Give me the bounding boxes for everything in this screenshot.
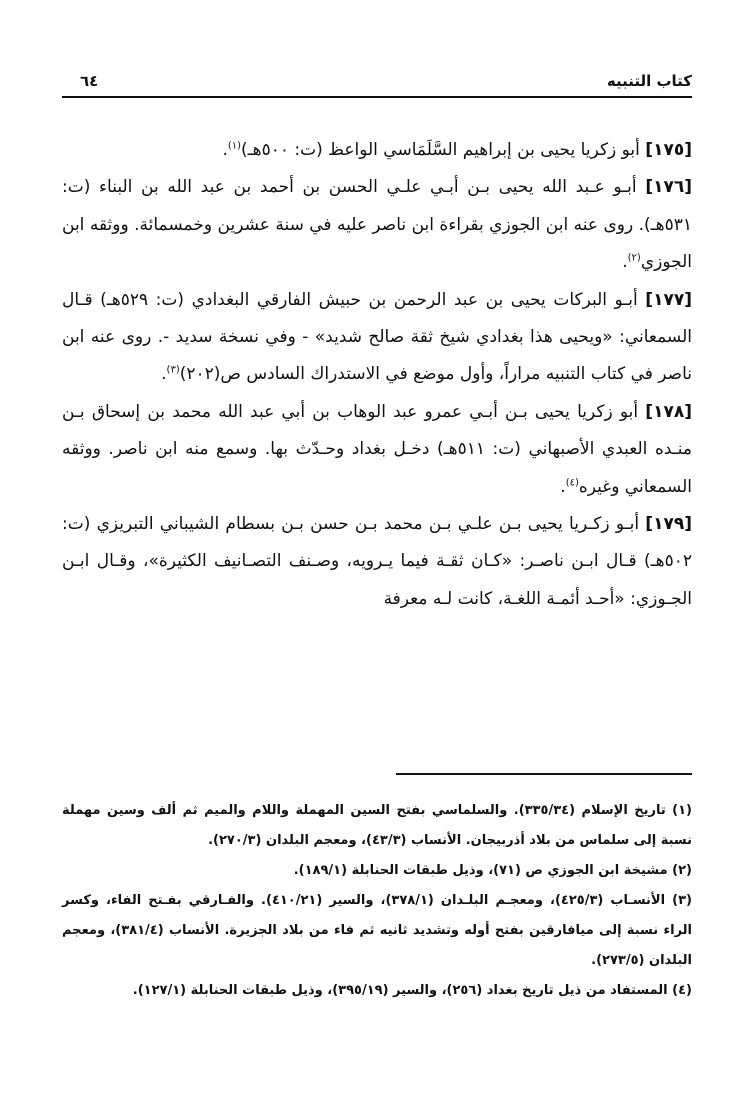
entry-number: [١٧٨]	[645, 401, 692, 422]
entry-text: أبـو عـبد الله يحيى بـن أبـي علـي الحسن بن أحمد بن عبد الله بن البناء (ت: ٥٣١هـ). روى عنه ابن الجوزي بقراءة ابن ناصر عليه في سنة عشرين وخمسمائة. ووثقه ابن الجوزي	[62, 177, 692, 273]
running-title: كتاب التنبيه	[606, 72, 692, 90]
biography-entry: [١٧٦] أبـو عـبد الله يحيى بـن أبـي علـي الحسن بن أحمد بن عبد الله بن البناء (ت: ٥٣١هـ). روى عنه ابن الجوزي بقراءة ابن ناصر عليه في سنة عشرين وخمسمائة. ووثقه ابن الجوزي$^{(٢)}$.	[62, 177, 693, 273]
footnote-ref: (١)	[227, 140, 242, 152]
page-header	[62, 66, 692, 98]
entry-text: أبـو زكـريا يحيى بـن علـي بـن محمد بـن حسن بـن بسطام الشيباني التبريزي (ت: ٥٠٢هـ) قـال ابـن ناصـر: «كـان ثقـة فيما يـرويه، وصـنف التصـانيف الكثيرة»، وقـال ابـن الجـوزي: «أحـد أئمـة اللغـة، كانت لـه معرفة	[62, 514, 692, 609]
footnote: (٤) المستفاد من ذيل تاريخ بغداد (٢٥٦)، والسير (٣٩٥/١٩)، وذيل طبقات الحنابلة (١٢٧/١).	[132, 983, 692, 998]
entry-text: أبو زكريا يحيى بن إبراهيم السَّلَمَاسي الواعظ (ت: ٥٠٠هـ)	[241, 140, 640, 160]
main-text	[62, 132, 692, 618]
entry-number: [١٧٥]	[645, 140, 692, 160]
footnote-ref: (٤)	[565, 477, 579, 488]
entry-number: [١٧٩]	[645, 514, 692, 535]
biography-entry: [١٧٧] أبـو البركات يحيى بن عبد الرحمن بن حبيش الفارقي البغدادي (ت: ٥٢٩هـ) قـال السمعاني: «ويحيى هذا بغدادي شيخ ثقة صالح شديد» - وفي نسخة سديد -. روى عنه ابن ناصر في كتاب التنبيه مراراً، وأول موضع في الاستدراك السادس ص(٢٠٢)$^{(٣)}$.	[62, 289, 692, 385]
biography-entry	[62, 506, 692, 618]
footnote-separator	[396, 773, 692, 775]
footnote-ref: (٣)	[166, 364, 180, 376]
entry-number: [١٧٧]	[645, 289, 692, 310]
book-page	[62, 66, 692, 1066]
footnotes	[62, 796, 692, 1006]
entry-text: أبو زكريا يحيى بـن أبـي عمرو عبد الوهاب بن أبي عبد الله محمد بن إسحاق بـن منـده العبدي الأصبهاني (ت: ٥١١هـ) دخـل بغداد وحـدّث بها. وسمع منه ابن ناصر. ووثقه السمعاني وغيره	[62, 401, 692, 497]
entry-text: أبـو البركات يحيى بن عبد الرحمن بن حبيش الفارقي البغدادي (ت: ٥٢٩هـ) قـال السمعاني: «ويحيى هذا بغدادي شيخ ثقة صالح شديد» - وفي نسخة سديد -. روى عنه ابن ناصر في كتاب التنبيه مراراً، وأول موضع في الاستدراك السادس ص(٢٠٢)	[62, 289, 692, 385]
biography-entry: [١٧٥] أبو زكريا يحيى بن إبراهيم السَّلَمَاسي الواعظ (ت: ٥٠٠هـ)$^{(١)}$.	[222, 140, 692, 160]
footnote: (٣) الأنسـاب (٤٢٥/٣)، ومعجـم البلـدان (٣٧٨/١)، والسير (٤١٠/٢١). والفـارقي بفـتح الفاء، وكسر الراء نسبة إلى ميافارقين بفتح أوله وتشديد ثانيه ثم فاء من بلاد الجزيرة. الأنساب (٣٨١/٤)، ومعجم البلدان (٢٧٣/٥).	[62, 893, 693, 968]
footnote: (٢) مشيخة ابن الجوزي ص (٧١)، وذيل طبقات الحنابلة (١٨٩/١).	[293, 863, 692, 878]
biography-entry: [١٧٨] أبو زكريا يحيى بـن أبـي عمرو عبد الوهاب بن أبي عبد الله محمد بن إسحاق بـن منـده العبدي الأصبهاني (ت: ٥١١هـ) دخـل بغداد وحـدّث بها. وسمع منه ابن ناصر. ووثقه السمعاني وغيره$^{(٤)}$.	[62, 401, 692, 497]
entry-number: [١٧٦]	[645, 177, 693, 198]
page-number: ٦٤	[80, 72, 99, 90]
footnote: (١) تاريخ الإسلام (٣٣٥/٣٤). والسلماسي بفتح السين المهملة واللام والميم ثم ألف وسين مهملة نسبة إلى سلماس من بلاد أذربيجان. الأنساب (٤٣/٣)، ومعجم البلدان (٢٧٠/٣).	[62, 803, 692, 848]
footnote-ref: (٢)	[627, 252, 641, 264]
